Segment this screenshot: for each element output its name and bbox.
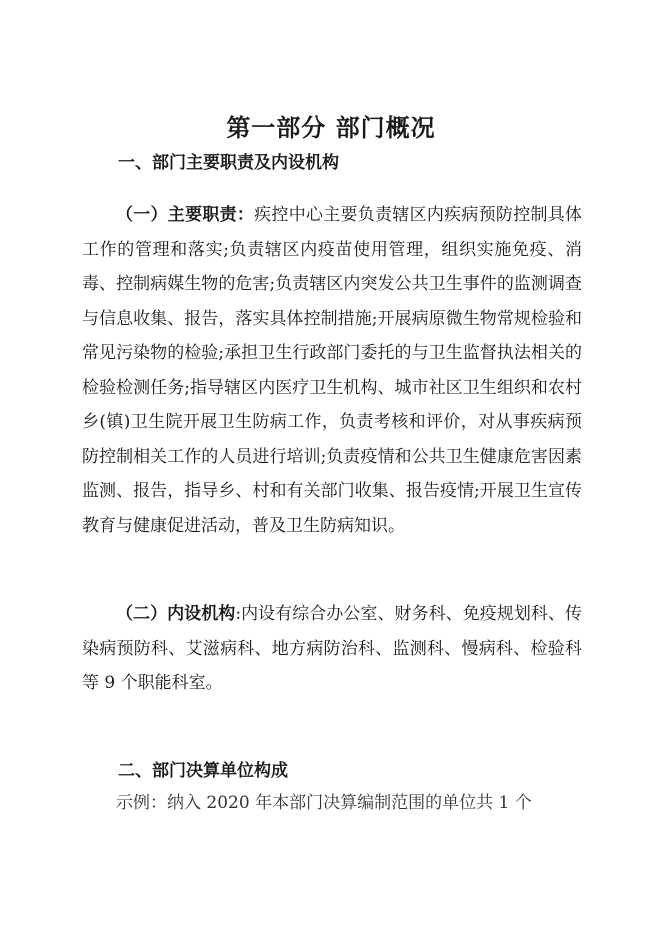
section-heading-units: 二、部门决算单位构成 — [118, 761, 288, 781]
duties-label: （一）主要职责： — [116, 205, 255, 225]
duties-paragraph — [82, 198, 582, 543]
structure-label: （二）内设机构 — [116, 604, 236, 624]
page-title: 第一部分 部门概况 — [226, 114, 436, 142]
units-example-text: 示例：纳入 2020 年本部门决算编制范围的单位共 1 个 — [116, 793, 532, 813]
section-heading-responsibilities: 一、部门主要职责及内设机构 — [118, 153, 339, 173]
duties-text: 疾控中心主要负责辖区内疾病预防控制具体工作的管理和落实;负责辖区内疫苗使用管理，组织实施免疫、消毒、控制病媒生物的危害;负责辖区内突发公共卫生事件的监测调查与信息收集、报告，落实具体控制措施;开展病原微生物常规检验和常见污染物的检验;承担卫生行政部门委托的与卫生监督执法相关的检验检测任务;指导辖区内医疗卫生机构、城市社区卫生组织和农村乡(镇)卫生院开展卫生防病工作，负责考核和评价，对从事疾病预防控制相关工作的人员进行培训;负责疫情和公共卫生健康危害因素监测、报告，指导乡、村和有关部门收集、报告疫情;开展卫生宣传教育与健康促进活动，普及卫生防病知识。 — [82, 205, 583, 536]
structure-text: :内设有综合办公室、财务科、免疫规划科、传染病预防科、艾滋病科、地方病防治科、监测科、慢病科、检验科等 9 个职能科室。 — [82, 604, 582, 693]
structure-paragraph — [82, 597, 582, 701]
